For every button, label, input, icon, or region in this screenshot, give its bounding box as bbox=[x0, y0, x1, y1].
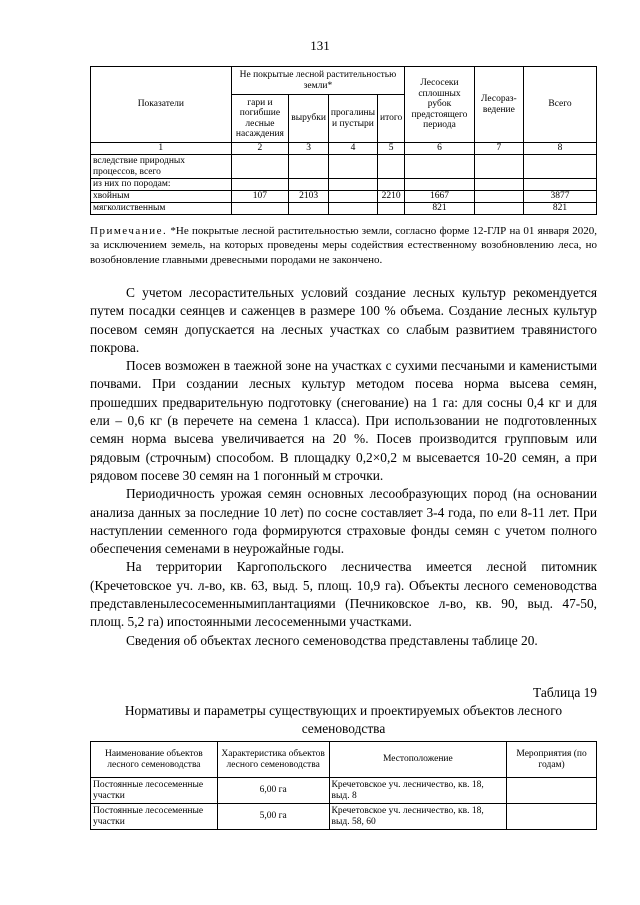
cell: Кречетовское уч. лесничество, кв. 18, выд. 8 bbox=[329, 778, 507, 804]
cell bbox=[474, 155, 523, 179]
cell: Кречетовское уч. лесничество, кв. 18, выд. 58, 60 bbox=[329, 804, 507, 830]
seed-objects-table bbox=[90, 741, 597, 830]
cell: 1667 bbox=[405, 191, 474, 203]
col-number: 6 bbox=[405, 143, 474, 155]
cell: 6,00 га bbox=[217, 778, 329, 804]
footnote-label: Примечание. bbox=[90, 225, 168, 237]
header-indicators: Показатели bbox=[91, 67, 232, 143]
cell bbox=[231, 179, 289, 191]
row-label: хвойным bbox=[91, 191, 232, 203]
header-restoration: Лесораз-ведение bbox=[474, 67, 523, 143]
land-table bbox=[90, 66, 597, 215]
cell bbox=[231, 203, 289, 215]
table-row bbox=[91, 778, 597, 804]
paragraph: Сведения об объектах лесного семеноводства представлены таблице 20. bbox=[126, 632, 538, 648]
cell bbox=[474, 203, 523, 215]
cell bbox=[289, 203, 329, 215]
cell bbox=[328, 155, 377, 179]
footnote-text: *Не покрытые лесной растительностью земли, согласно форме 12-ГЛР на 01 января 2020, за исключением земель, на которых проведены меры содействия естественному возобновлению леса, но возобновление главными древесными породами не закончено. bbox=[90, 225, 597, 266]
page-number: 131 bbox=[310, 38, 330, 53]
header-subtotal: итого bbox=[378, 95, 405, 143]
cell bbox=[507, 778, 597, 804]
cell bbox=[524, 155, 597, 179]
cell: 3877 bbox=[524, 191, 597, 203]
cell: 821 bbox=[405, 203, 474, 215]
header-object-name: Наименование объектов лесного семеноводства bbox=[91, 742, 218, 778]
table-row bbox=[91, 179, 597, 191]
row-label: из них по породам: bbox=[91, 179, 232, 191]
cell bbox=[328, 203, 377, 215]
cell bbox=[474, 179, 523, 191]
cell: 2103 bbox=[289, 191, 329, 203]
paragraph: На территории Каргопольского лесничества имеется лесной питомник (Кречетовское уч. л-во, кв. 63, выд. 5, площ. 10,9 га). Объекты лесного семеноводства представленылесосеменнымиплантациями (Печниковское л-во, кв. 90, выд. 47-50, площ. 5,2 га) ипостоянными лесосеменными участками. bbox=[90, 559, 597, 630]
cell bbox=[507, 804, 597, 830]
table-row bbox=[91, 203, 597, 215]
cell bbox=[378, 155, 405, 179]
cell: 107 bbox=[231, 191, 289, 203]
cell bbox=[405, 179, 474, 191]
header-glades: прогалины и пустыри bbox=[328, 95, 377, 143]
header-total: Всего bbox=[524, 67, 597, 143]
row-label: вследствие природных процессов, всего bbox=[91, 155, 232, 179]
body-text bbox=[90, 284, 597, 650]
cell bbox=[405, 155, 474, 179]
col-number: 5 bbox=[378, 143, 405, 155]
col-number: 7 bbox=[474, 143, 523, 155]
header-activities: Мероприятия (по годам) bbox=[507, 742, 597, 778]
col-number: 2 bbox=[231, 143, 289, 155]
table-title: Нормативы и параметры существующих и проектируемых объектов лесного семеноводства bbox=[124, 703, 563, 736]
row-label: мягколиственным bbox=[91, 203, 232, 215]
cell bbox=[328, 179, 377, 191]
header-not-covered: Не покрытые лесной растительностью земли* bbox=[231, 67, 405, 95]
col-number: 4 bbox=[328, 143, 377, 155]
cell bbox=[378, 203, 405, 215]
table-footnote bbox=[90, 224, 597, 267]
col-number: 3 bbox=[289, 143, 329, 155]
table-row bbox=[91, 804, 597, 830]
header-location: Местоположение bbox=[329, 742, 507, 778]
paragraph: С учетом лесорастительных условий создание лесных культур рекомендуется путем посадки сеянцев и саженцев в размере 100 % объема. Создание лесных культур посевом семян допускается на лесных участках со слабым развитием травянистого покрова. bbox=[90, 285, 597, 355]
cell bbox=[474, 191, 523, 203]
paragraph: Посев возможен в таежной зоне на участках с сухими песчаными и каменистыми почвами. При создании лесных культур методом посева норма высева семян, прошедших предварительную подготовку (снегование) на 1 га: для сосны 0,4 кг и для ели – 0,6 кг (в перечете на семена 1 класса). При использовании не подготовленных семян норма высева увеличивается на 20 %. Посев производится групповым или рядовым (строчным) способом. В площадку 0,2×0,2 м высевается 10-20 семян, а при рядовом посеве 30 семян на 1 погонный м строчки. bbox=[90, 358, 597, 483]
cell: Постоянные лесосеменные участки bbox=[91, 804, 218, 830]
cell bbox=[524, 179, 597, 191]
cell bbox=[328, 191, 377, 203]
table-row bbox=[91, 155, 597, 179]
header-burns: гари и погибшие лесные насаждения bbox=[231, 95, 289, 143]
paragraph: Периодичность урожая семян основных лесообразующих пород (на основании анализа данных за последние 10 лет) по сосне составляет 3-4 года, по ели 8-11 лет. При наступлении семенного года формируются страховые фонды семян с учетом полного обеспечения семенами в неурожайные годы. bbox=[90, 486, 597, 557]
cell: 2210 bbox=[378, 191, 405, 203]
table-caption: Таблица 19 bbox=[533, 685, 597, 700]
cell: 821 bbox=[524, 203, 597, 215]
col-number: 1 bbox=[91, 143, 232, 155]
cell bbox=[231, 155, 289, 179]
table-row bbox=[91, 191, 597, 203]
header-cutting-areas: Лесосеки сплошных рубок предстоящего периода bbox=[405, 67, 474, 143]
header-clearings: вырубки bbox=[289, 95, 329, 143]
cell: Постоянные лесосеменные участки bbox=[91, 778, 218, 804]
cell bbox=[378, 179, 405, 191]
col-number: 8 bbox=[524, 143, 597, 155]
cell: 5,00 га bbox=[217, 804, 329, 830]
header-characteristics: Характеристика объектов лесного семеноводства bbox=[217, 742, 329, 778]
cell bbox=[289, 155, 329, 179]
cell bbox=[289, 179, 329, 191]
